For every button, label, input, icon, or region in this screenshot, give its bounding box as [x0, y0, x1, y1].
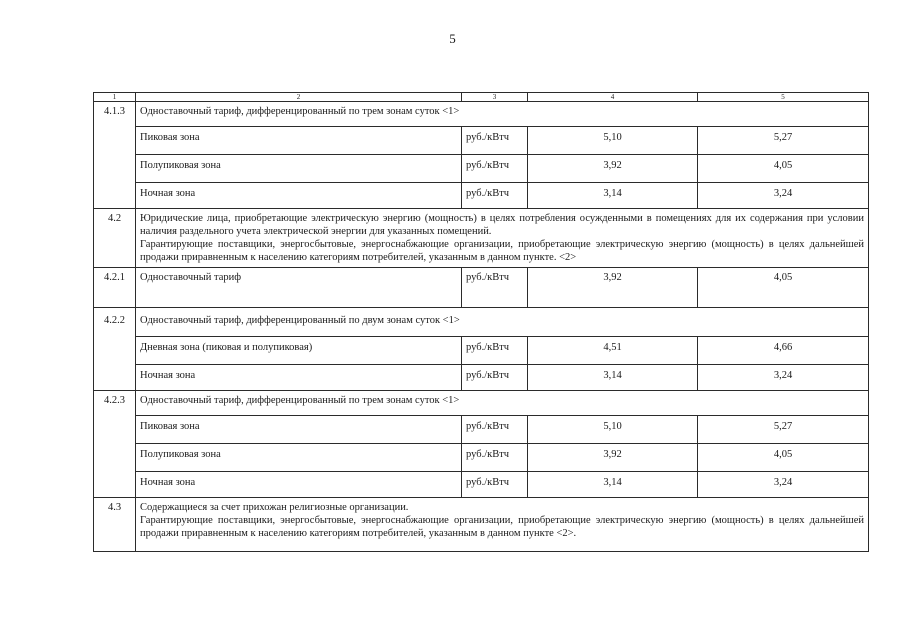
tariff-value-h1: 3,92 [528, 267, 698, 307]
zone-label: Дневная зона (пиковая и полупиковая) [136, 336, 462, 364]
zone-label: Ночная зона [136, 364, 462, 390]
tariff-value-h2: 4,05 [698, 443, 869, 471]
tariff-value-h1: 3,92 [528, 443, 698, 471]
unit-cell: руб./кВтч [462, 155, 528, 183]
tariff-value-h1: 5,10 [528, 415, 698, 443]
item-code: 4.2 [94, 209, 136, 268]
unit-cell: руб./кВтч [462, 336, 528, 364]
unit-cell: руб./кВтч [462, 267, 528, 307]
unit-cell: руб./кВтч [462, 471, 528, 497]
tariff-value-h2: 5,27 [698, 415, 869, 443]
table-row [94, 102, 869, 127]
tariff-label: Одноставочный тариф [136, 267, 462, 307]
description-paragraph: Гарантирующие поставщики, энергосбытовые, энергоснабжающие организации, приобретающие электрическую энергию (мощность) в целях дальнейшей продажи приравненным к населению категориям потребителей, указанным в данном пункте. <2> [140, 239, 864, 264]
column-number: 3 [462, 93, 528, 102]
table-row [94, 155, 869, 183]
tariff-value-h1: 3,14 [528, 364, 698, 390]
tariff-value-h1: 3,14 [528, 183, 698, 209]
tariff-value-h2: 4,05 [698, 155, 869, 183]
table-row [94, 183, 869, 209]
item-description: Одноставочный тариф, дифференцированный по трем зонам суток <1> [136, 102, 869, 127]
description-paragraph: Содержащиеся за счет прихожан религиозные организации. [140, 501, 409, 513]
table-row [94, 390, 869, 415]
table-row [94, 443, 869, 471]
unit-cell: руб./кВтч [462, 415, 528, 443]
tariff-value-h2: 3,24 [698, 471, 869, 497]
unit-cell: руб./кВтч [462, 183, 528, 209]
item-code: 4.3 [94, 497, 136, 551]
table-row [94, 336, 869, 364]
item-description: Одноставочный тариф, дифференцированный по трем зонам суток <1> [136, 390, 869, 415]
item-code: 4.1.3 [94, 102, 136, 209]
column-number: 5 [698, 93, 869, 102]
item-description [136, 497, 869, 551]
unit-cell: руб./кВтч [462, 127, 528, 155]
table-row [94, 307, 869, 336]
item-code: 4.2.3 [94, 390, 136, 497]
tariff-value-h2: 4,05 [698, 267, 869, 307]
tariff-value-h1: 5,10 [528, 127, 698, 155]
zone-label: Пиковая зона [136, 127, 462, 155]
tariff-table [93, 92, 869, 552]
table-row [94, 415, 869, 443]
tariff-value-h1: 3,92 [528, 155, 698, 183]
zone-label: Полупиковая зона [136, 155, 462, 183]
zone-label: Ночная зона [136, 183, 462, 209]
item-description [136, 209, 869, 268]
table-row [94, 127, 869, 155]
table-row [94, 364, 869, 390]
item-code: 4.2.2 [94, 307, 136, 390]
zone-label: Пиковая зона [136, 415, 462, 443]
unit-cell: руб./кВтч [462, 443, 528, 471]
table-row [94, 497, 869, 551]
item-code: 4.2.1 [94, 267, 136, 307]
tariff-value-h2: 5,27 [698, 127, 869, 155]
table-row [94, 471, 869, 497]
column-number: 2 [136, 93, 462, 102]
column-number: 4 [528, 93, 698, 102]
page-number: 5 [449, 31, 456, 46]
zone-label: Полупиковая зона [136, 443, 462, 471]
description-paragraph: Гарантирующие поставщики, энергосбытовые, энергоснабжающие организации, приобретающие электрическую энергию (мощность) в целях дальнейшей продажи приравненным к населению категориям потребителей, указанным в данном пункте <2>. [140, 514, 864, 539]
tariff-value-h1: 3,14 [528, 471, 698, 497]
tariff-value-h1: 4,51 [528, 336, 698, 364]
unit-cell: руб./кВтч [462, 364, 528, 390]
zone-label: Ночная зона [136, 471, 462, 497]
tariff-value-h2: 4,66 [698, 336, 869, 364]
tariff-value-h2: 3,24 [698, 364, 869, 390]
tariff-value-h2: 3,24 [698, 183, 869, 209]
item-description: Одноставочный тариф, дифференцированный по двум зонам суток <1> [136, 307, 869, 336]
table-row [94, 267, 869, 307]
column-number: 1 [94, 93, 136, 102]
description-paragraph: Юридические лица, приобретающие электрическую энергию (мощность) в целях потребления осужденными в помещениях для их содержания при условии наличия раздельного учета электрической энергии для указанных помещений. [140, 213, 864, 238]
table-row [94, 209, 869, 268]
column-number-row [94, 93, 869, 102]
